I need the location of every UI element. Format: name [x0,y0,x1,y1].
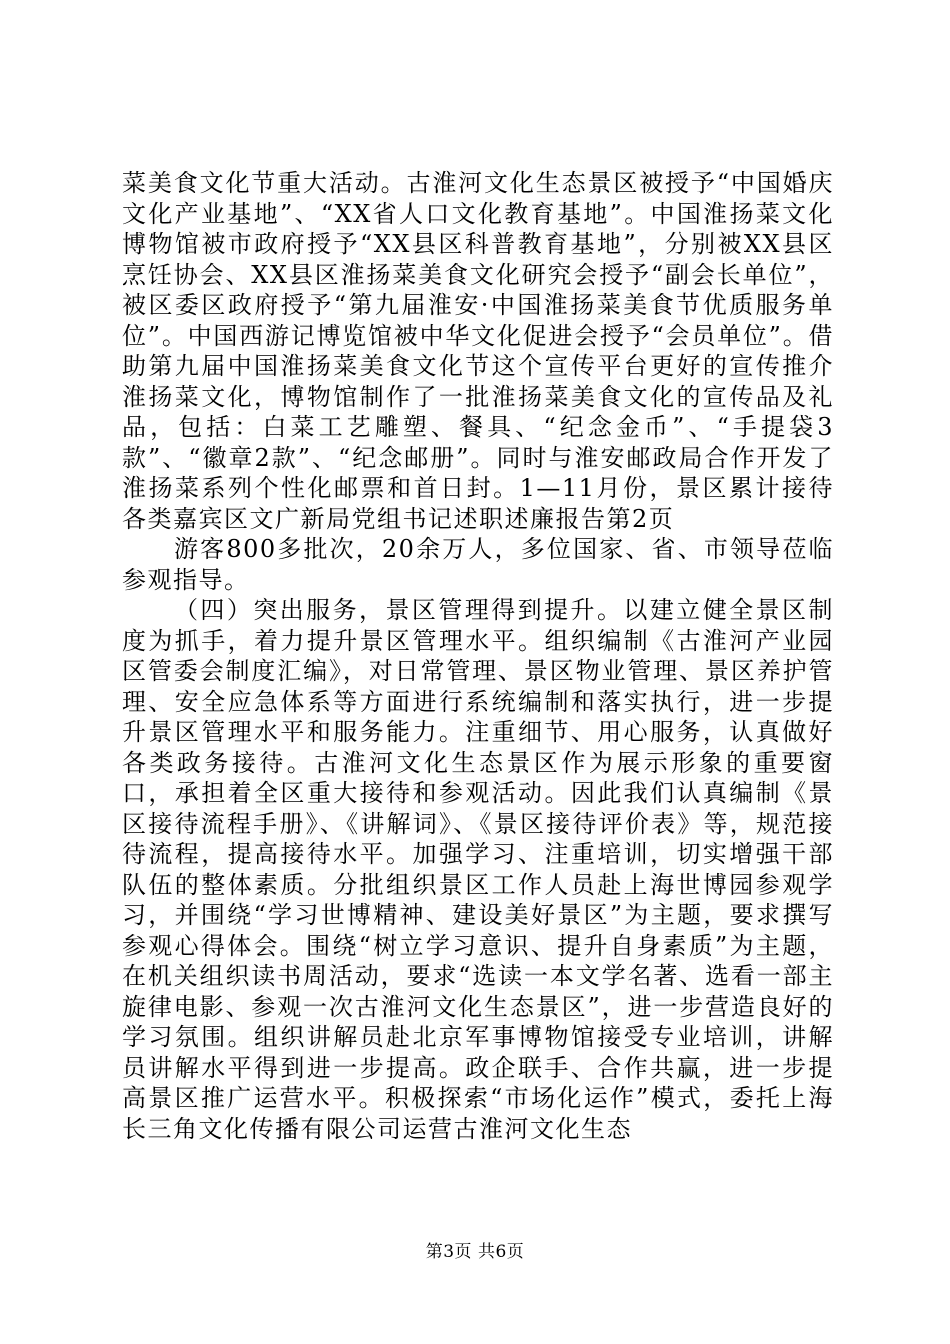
paragraph-1: 菜美食文化节重大活动。古淮河文化生态景区被授予“中国婚庆文化产业基地”、“XX省人口文化教育基地”。中国淮扬菜文化博物馆被市政府授予“XX县区科普教育基地”，分别被XX县区烹饪协会、XX县区淮扬菜美食文化研究会授予“副会长单位”，被区委区政府授予“第九届淮安·中国淮扬菜美食节优质服务单位”。中国西游记博览馆被中华文化促进会授予“会员单位”。借助第九届中国淮扬菜美食文化节这个宣传平台更好的宣传推介淮扬菜文化，博物馆制作了一批淮扬菜美食文化的宣传品及礼品，包括：白菜工艺雕塑、餐具、“纪念金币”、“手提袋3款”、“徽章2款”、“纪念邮册”。同时与淮安邮政局合作开发了淮扬菜系列个性化邮票和首日封。1—11月份，景区累计接待各类嘉宾区文广新局党组书记述职述廉报告第2页 [122,169,834,533]
page-footer: 第3页 共6页 [425,1242,525,1262]
paragraph-3: （四）突出服务，景区管理得到提升。以建立健全景区制度为抓手，着力提升景区管理水平。组织编制《古淮河产业园区管委会制度汇编》，对日常管理、景区物业管理、景区养护管理、安全应急体系等方面进行系统编制和落实执行，进一步提升景区管理水平和服务能力。注重细节、用心服务，认真做好各类政务接待。古淮河文化生态景区作为展示形象的重要窗口，承担着全区重大接待和参观活动。因此我们认真编制《景区接待流程手册》、《讲解词》、《景区接待评价表》等，规范接待流程，提高接待水平。加强学习、注重培训，切实增强干部队伍的整体素质。分批组织景区工作人员赴上海世博园参观学习，并围绕“学习世博精神、建设美好景区”为主题，要求撰写参观心得体会。围绕“树立学习意识、提升自身素质”为主题，在机关组织读书周活动，要求“选读一本文学名著、选看一部主旋律电影、参观一次古淮河文化生态景区”，进一步营造良好的学习氛围。组织讲解员赴北京军事博物馆接受专业培训，讲解员讲解水平得到进一步提高。政企联手、合作共赢，进一步提高景区推广运营水平。积极探索“市场化运作”模式，委托上海长三角文化传播有限公司运营古淮河文化生态 [122,596,834,1143]
document-body [122,168,834,1144]
paragraph-2: 游客800多批次，20余万人，多位国家、省、市领导莅临参观指导。 [122,535,834,594]
